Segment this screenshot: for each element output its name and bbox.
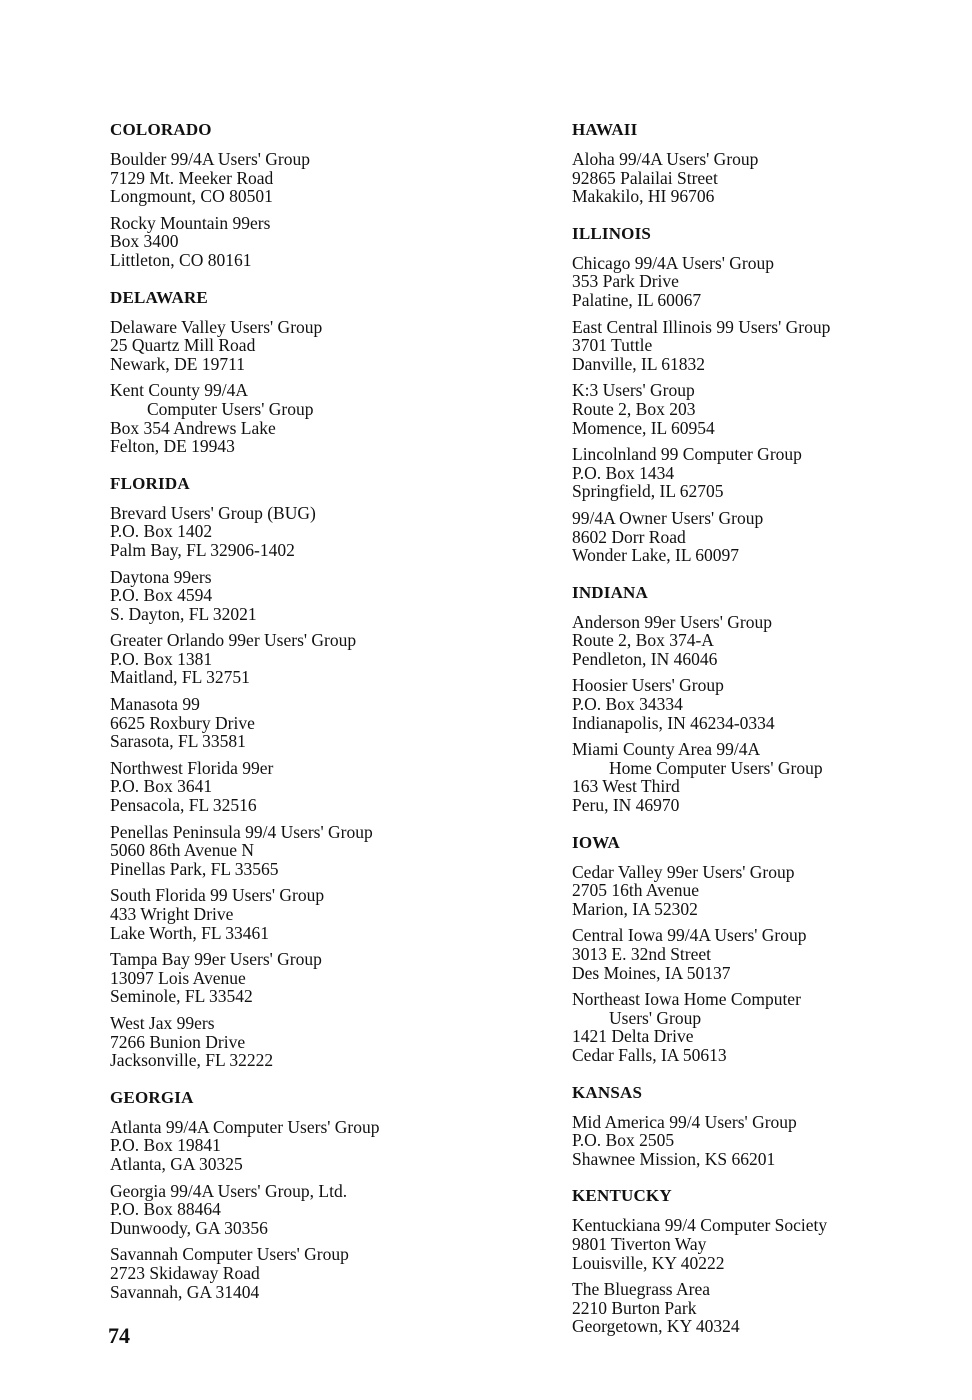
address-line: Indianapolis, IN 46234-0334 [572,712,775,733]
state-section [110,120,530,270]
state-section [110,1088,530,1301]
address-line: 2210 Burton Park [572,1297,697,1318]
address-line: Users' Group [609,1007,702,1028]
address-line: Lake Worth, FL 33461 [110,922,269,943]
address-line: Felton, DE 19943 [110,436,235,457]
address-line: Jacksonville, FL 32222 [110,1050,274,1071]
state-section [572,224,932,565]
address-line: Des Moines, IA 50137 [572,962,731,983]
address-line: Dunwoody, GA 30356 [110,1217,268,1238]
address-line: P.O. Box 88464 [110,1199,221,1220]
state-section [572,120,932,206]
group-entry [110,381,530,455]
group-name: Lincolnland 99 Computer Group [572,444,802,465]
group-entry [110,504,530,560]
address-line: P.O. Box 3641 [110,776,213,797]
state-heading: ILLINOIS [572,223,652,243]
group-name: Tampa Bay 99er Users' Group [110,949,322,970]
group-name: Georgia 99/4A Users' Group, Ltd. [110,1180,348,1201]
address-line: 13097 Lois Avenue [110,967,246,988]
group-entry [572,318,932,374]
address-line: Danville, IL 61832 [572,353,706,374]
group-name: Northwest Florida 99er [110,757,274,778]
address-line: 2705 16th Avenue [572,880,700,901]
group-name: Kentuckiana 99/4 Computer Society [572,1215,828,1236]
group-entry [572,1113,932,1169]
address-line: P.O. Box 1434 [572,462,675,483]
state-heading: INDIANA [572,582,649,602]
group-name: West Jax 99ers [110,1012,215,1033]
group-entry [572,381,932,437]
page-number: 74 [108,1323,130,1348]
address-line: P.O. Box 2505 [572,1130,675,1151]
address-line: 7266 Bunion Drive [110,1031,246,1052]
left-column [110,120,530,1319]
group-name: Miami County Area 99/4A [572,739,761,760]
address-line: Wonder Lake, IL 60097 [572,545,740,566]
group-name: K:3 Users' Group [572,380,695,401]
address-line: P.O. Box 19841 [110,1135,221,1156]
group-entry [572,254,932,310]
address-line: Home Computer Users' Group [609,757,823,778]
group-entry [572,613,932,669]
group-entry [572,1280,932,1336]
address-line: 1421 Delta Drive [572,1026,694,1047]
address-line: Georgetown, KY 40324 [572,1316,740,1337]
group-entry [110,631,530,687]
state-heading: COLORADO [110,120,212,139]
group-name: Penellas Peninsula 99/4 Users' Group [110,821,373,842]
group-entry [110,759,530,815]
group-name: 99/4A Owner Users' Group [572,507,764,528]
group-name: Mid America 99/4 Users' Group [572,1111,797,1132]
address-line: Cedar Falls, IA 50613 [572,1044,727,1065]
address-line: Pinellas Park, FL 33565 [110,858,279,879]
group-entry [572,990,932,1064]
group-name: Brevard Users' Group (BUG) [110,502,316,523]
group-name: The Bluegrass Area [572,1279,711,1300]
address-line: Route 2, Box 203 [572,398,696,419]
group-entry [110,1245,530,1301]
address-line: Peru, IN 46970 [572,795,680,816]
address-line: Seminole, FL 33542 [110,986,253,1007]
address-line: Atlanta, GA 30325 [110,1153,243,1174]
group-name: Kent County 99/4A [110,380,249,401]
group-entry [110,1182,530,1238]
state-section [572,1186,932,1336]
state-heading: KANSAS [572,1082,643,1102]
state-section [110,288,530,456]
group-entry [110,318,530,374]
address-line: 353 Park Drive [572,271,679,292]
group-entry [110,886,530,942]
state-heading: DELAWARE [110,287,208,307]
group-entry [572,445,932,501]
address-line: Maitland, FL 32751 [110,667,250,688]
group-name: Northeast Iowa Home Computer [572,989,801,1010]
group-name: East Central Illinois 99 Users' Group [572,316,831,337]
state-section [572,1083,932,1169]
state-section [572,583,932,815]
group-entry [110,1118,530,1174]
group-name: Savannah Computer Users' Group [110,1244,349,1265]
address-line: 25 Quartz Mill Road [110,335,256,356]
address-line: Newark, DE 19711 [110,353,245,374]
address-line: P.O. Box 4594 [110,585,213,606]
address-line: Springfield, IL 62705 [572,481,724,502]
address-line: 92865 Palailai Street [572,167,718,188]
group-name: Rocky Mountain 99ers [110,212,271,233]
address-line: Shawnee Mission, KS 66201 [572,1148,776,1169]
group-entry [110,214,530,270]
group-name: Greater Orlando 99er Users' Group [110,630,357,651]
address-line: 3701 Tuttle [572,335,653,356]
address-line: 8602 Dorr Road [572,526,686,547]
group-entry [110,568,530,624]
address-line: 5060 86th Avenue N [110,840,255,861]
address-line: 7129 Mt. Meeker Road [110,167,274,188]
address-line: P.O. Box 34334 [572,694,683,715]
state-heading: IOWA [572,832,621,852]
address-line: 3013 E. 32nd Street [572,944,712,964]
state-section [110,474,530,1070]
address-line: Makakilo, HI 96706 [572,186,715,207]
address-line: Box 3400 [110,231,179,252]
group-name: Chicago 99/4A Users' Group [572,252,774,273]
state-heading: KENTUCKY [572,1186,672,1206]
address-line: P.O. Box 1402 [110,521,213,542]
address-line: Pendleton, IN 46046 [572,648,718,669]
address-line: Pensacola, FL 32516 [110,795,257,816]
group-entry [110,823,530,879]
group-name: Atlanta 99/4A Computer Users' Group [110,1116,380,1137]
state-heading: FLORIDA [110,473,190,493]
group-entry [572,863,932,919]
address-line: Palm Bay, FL 32906-1402 [110,539,295,560]
group-entry [110,695,530,751]
address-line: 433 Wright Drive [110,904,234,924]
address-line: 9801 Tiverton Way [572,1233,707,1254]
address-line: Computer Users' Group [147,398,314,419]
group-name: Manasota 99 [110,694,200,715]
group-entry [572,740,932,814]
group-entry [110,150,530,206]
address-line: Palatine, IL 60067 [572,289,702,310]
group-name: Aloha 99/4A Users' Group [572,149,759,169]
address-line: Box 354 Andrews Lake [110,417,276,438]
address-line: Savannah, GA 31404 [110,1281,260,1302]
group-name: Hoosier Users' Group [572,675,724,696]
state-heading: GEORGIA [110,1087,194,1107]
address-line: Momence, IL 60954 [572,417,715,438]
group-entry [110,950,530,1006]
state-section [572,833,932,1065]
address-line: 6625 Roxbury Drive [110,712,255,733]
group-entry [572,1216,932,1272]
right-column [572,120,932,1354]
address-line: 163 West Third [572,776,680,797]
address-line: Sarasota, FL 33581 [110,731,246,752]
group-name: South Florida 99 Users' Group [110,885,325,906]
group-entry [572,926,932,982]
address-line: S. Dayton, FL 32021 [110,603,257,624]
group-name: Anderson 99er Users' Group [572,611,772,632]
address-line: Longmount, CO 80501 [110,186,273,207]
address-line: P.O. Box 1381 [110,648,213,669]
address-line: Louisville, KY 40222 [572,1252,725,1273]
group-name: Daytona 99ers [110,566,212,587]
group-entry [110,1014,530,1070]
group-name: Central Iowa 99/4A Users' Group [572,925,807,946]
state-heading: HAWAII [572,120,638,139]
address-line: Littleton, CO 80161 [110,249,252,270]
group-name: Cedar Valley 99er Users' Group [572,861,795,882]
group-name: Delaware Valley Users' Group [110,316,323,337]
address-line: Route 2, Box 374-A [572,630,714,651]
group-entry [572,509,932,565]
group-entry [572,676,932,732]
address-line: 2723 Skidaway Road [110,1262,260,1283]
address-line: Marion, IA 52302 [572,898,698,919]
group-name: Boulder 99/4A Users' Group [110,149,311,169]
group-entry [572,150,932,206]
